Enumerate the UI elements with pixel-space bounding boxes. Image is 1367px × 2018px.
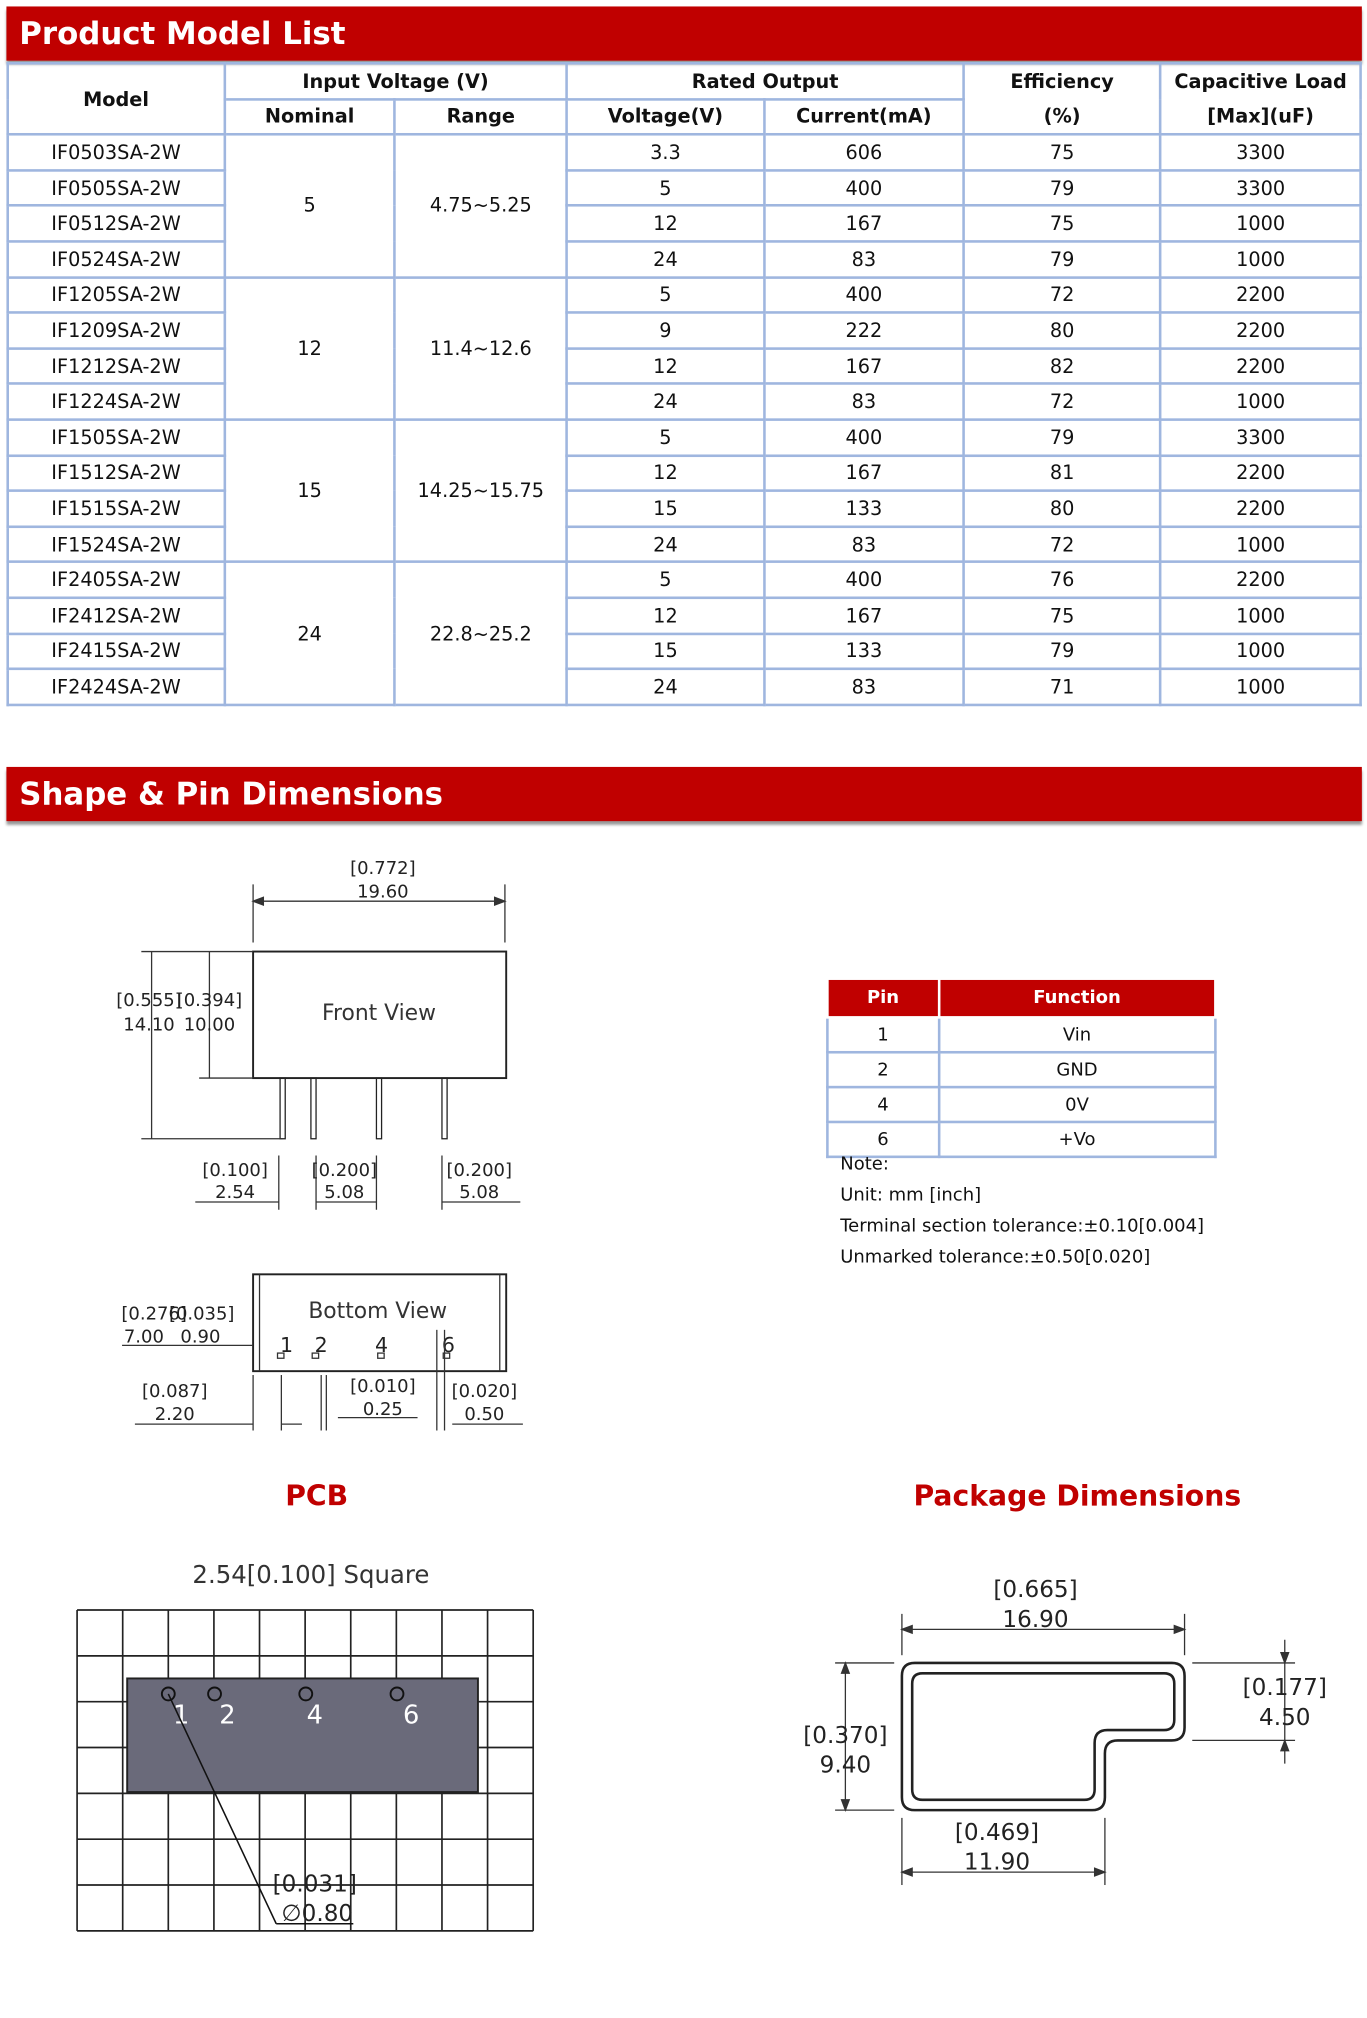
bottom-c-mm: 2.20 <box>154 1404 195 1426</box>
table-row <box>8 669 1361 705</box>
header-model: Model <box>8 63 225 134</box>
package-tab-mm: 4.50 <box>1259 1703 1311 1731</box>
note-unit: Unit: mm [inch] <box>840 1185 982 1206</box>
pcb-pin-2: 2 <box>219 1700 236 1731</box>
bottom-e-inch: [0.020] <box>451 1380 518 1402</box>
voltage-range-cell: 11.4~12.6 <box>395 277 567 420</box>
model-cell: IF2415SA-2W <box>8 633 225 669</box>
output-current-cell: 133 <box>764 491 963 527</box>
table-row <box>8 562 1361 598</box>
package-bottom-inch: [0.469] <box>954 1818 1040 1846</box>
efficiency-cell: 76 <box>964 562 1161 598</box>
efficiency-cell: 80 <box>964 313 1161 349</box>
package-title: Package Dimensions <box>913 1480 1242 1514</box>
model-cell: IF1515SA-2W <box>8 491 225 527</box>
efficiency-cell: 80 <box>964 491 1161 527</box>
pin-function-table <box>826 977 1217 1158</box>
pcb-pin-4: 4 <box>306 1700 323 1731</box>
bottom-pin-1: 1 <box>279 1332 294 1357</box>
header-cap-load: Capacitive Load <box>1161 63 1361 99</box>
table-row <box>8 598 1361 634</box>
header-rated-output: Rated Output <box>567 63 964 99</box>
pcb-pin-6: 6 <box>402 1700 420 1731</box>
table-row <box>8 135 1361 171</box>
pcb-drawing <box>71 1549 546 1943</box>
output-current-cell: 400 <box>764 562 963 598</box>
output-voltage-cell: 3.3 <box>567 135 764 171</box>
output-voltage-cell: 24 <box>567 526 764 562</box>
front-p1-inch: [0.100] <box>202 1160 268 1182</box>
pin-header: Pin <box>827 979 938 1018</box>
output-current-cell: 400 <box>764 420 963 456</box>
table-row <box>827 1052 1215 1087</box>
header-voltage: Voltage(V) <box>567 99 764 135</box>
model-cell: IF1224SA-2W <box>8 384 225 420</box>
output-voltage-cell: 12 <box>567 348 764 384</box>
output-current-cell: 167 <box>764 348 963 384</box>
output-current-cell: 133 <box>764 633 963 669</box>
model-cell: IF1524SA-2W <box>8 526 225 562</box>
capacitive-load-cell: 1000 <box>1161 669 1361 705</box>
table-row <box>8 526 1361 562</box>
pin-cell: 6 <box>827 1122 938 1157</box>
efficiency-cell: 79 <box>964 633 1161 669</box>
pcb-title: PCB <box>285 1480 349 1514</box>
model-cell: IF1212SA-2W <box>8 348 225 384</box>
pin-cell: 4 <box>827 1087 938 1122</box>
output-voltage-cell: 5 <box>567 170 764 206</box>
output-current-cell: 222 <box>764 313 963 349</box>
front-view-drawing <box>103 846 566 1220</box>
table-row <box>8 633 1361 669</box>
bottom-a-mm: 7.00 <box>123 1326 164 1348</box>
efficiency-cell: 79 <box>964 170 1161 206</box>
model-cell: IF2412SA-2W <box>8 598 225 634</box>
front-p2-inch: [0.200] <box>311 1160 378 1182</box>
section-title-product-list: Product Model List <box>6 6 1361 60</box>
bottom-pin-6: 6 <box>441 1332 455 1357</box>
front-p2-mm: 5.08 <box>324 1182 365 1204</box>
capacitive-load-cell: 2200 <box>1161 348 1361 384</box>
bottom-c-inch: [0.087] <box>141 1380 208 1402</box>
nominal-voltage-cell: 15 <box>224 420 395 563</box>
package-bottom-mm: 11.90 <box>963 1848 1031 1876</box>
pcb-grid-label: 2.54[0.100] Square <box>192 1559 430 1589</box>
function-cell: Vin <box>939 1017 1216 1052</box>
capacitive-load-cell: 2200 <box>1161 455 1361 491</box>
output-current-cell: 83 <box>764 526 963 562</box>
efficiency-cell: 72 <box>964 526 1161 562</box>
output-current-cell: 606 <box>764 135 963 171</box>
model-cell: IF0512SA-2W <box>8 206 225 242</box>
bottom-d-inch: [0.010] <box>350 1375 416 1397</box>
front-h1-inch: [0.555] <box>116 989 182 1011</box>
output-voltage-cell: 24 <box>567 241 764 277</box>
efficiency-cell: 81 <box>964 455 1161 491</box>
front-h1-mm: 14.10 <box>123 1014 175 1036</box>
capacitive-load-cell: 3300 <box>1161 135 1361 171</box>
capacitive-load-cell: 2200 <box>1161 277 1361 313</box>
table-row <box>8 277 1361 313</box>
efficiency-cell: 71 <box>964 669 1161 705</box>
efficiency-cell: 75 <box>964 135 1161 171</box>
capacitive-load-cell: 1000 <box>1161 633 1361 669</box>
capacitive-load-cell: 3300 <box>1161 420 1361 456</box>
table-row <box>8 241 1361 277</box>
nominal-voltage-cell: 12 <box>224 277 395 420</box>
nominal-voltage-cell: 5 <box>224 135 395 278</box>
output-voltage-cell: 12 <box>567 455 764 491</box>
voltage-range-cell: 4.75~5.25 <box>395 135 567 278</box>
bottom-b-mm: 0.90 <box>180 1326 221 1348</box>
function-cell: 0V <box>939 1087 1216 1122</box>
output-voltage-cell: 12 <box>567 206 764 242</box>
header-input-voltage: Input Voltage (V) <box>224 63 566 99</box>
capacitive-load-cell: 1000 <box>1161 206 1361 242</box>
pcb-hole-inch: [0.031] <box>272 1870 357 1898</box>
bottom-b-inch: [0.035] <box>168 1303 235 1325</box>
capacitive-load-cell: 1000 <box>1161 598 1361 634</box>
product-model-table <box>6 62 1361 706</box>
model-cell: IF0505SA-2W <box>8 170 225 206</box>
output-voltage-cell: 12 <box>567 598 764 634</box>
pin-cell: 2 <box>827 1052 938 1087</box>
model-cell: IF1209SA-2W <box>8 313 225 349</box>
output-voltage-cell: 24 <box>567 669 764 705</box>
table-row <box>8 206 1361 242</box>
front-p1-mm: 2.54 <box>215 1182 256 1204</box>
bottom-view-drawing <box>103 1259 566 1440</box>
table-row <box>827 1017 1215 1052</box>
output-voltage-cell: 15 <box>567 491 764 527</box>
table-row <box>8 420 1361 456</box>
function-cell: GND <box>939 1052 1216 1087</box>
bottom-a-inch: [0.276] <box>121 1303 187 1325</box>
output-voltage-cell: 5 <box>567 420 764 456</box>
table-row <box>8 455 1361 491</box>
efficiency-cell: 79 <box>964 241 1161 277</box>
capacitive-load-cell: 2200 <box>1161 562 1361 598</box>
function-header: Function <box>939 979 1216 1018</box>
output-current-cell: 167 <box>764 598 963 634</box>
table-row <box>827 1087 1215 1122</box>
output-voltage-cell: 9 <box>567 313 764 349</box>
function-cell: +Vo <box>939 1122 1216 1157</box>
output-current-cell: 400 <box>764 170 963 206</box>
note-terminal-tolerance: Terminal section tolerance:±0.10[0.004] <box>840 1216 1205 1237</box>
front-h2-mm: 10.00 <box>183 1014 236 1036</box>
voltage-range-cell: 22.8~25.2 <box>395 562 567 705</box>
model-cell: IF1512SA-2W <box>8 455 225 491</box>
output-voltage-cell: 5 <box>567 277 764 313</box>
bottom-view-title: Bottom View <box>308 1299 448 1325</box>
output-current-cell: 83 <box>764 669 963 705</box>
bottom-d-mm: 0.25 <box>362 1399 403 1421</box>
table-row <box>8 348 1361 384</box>
header-efficiency: Efficiency <box>964 63 1161 99</box>
table-row <box>8 491 1361 527</box>
package-width-inch: [0.665] <box>993 1576 1078 1604</box>
header-nominal: Nominal <box>224 99 395 135</box>
model-cell: IF0524SA-2W <box>8 241 225 277</box>
output-current-cell: 83 <box>764 241 963 277</box>
package-width-mm: 16.90 <box>1002 1605 1069 1633</box>
header-range: Range <box>395 99 567 135</box>
header-current: Current(mA) <box>764 99 963 135</box>
package-height-mm: 9.40 <box>819 1751 872 1779</box>
table-row <box>8 170 1361 206</box>
table-row <box>8 313 1361 349</box>
pcb-pin-1: 1 <box>172 1700 190 1731</box>
header-efficiency-unit: (%) <box>964 99 1161 135</box>
capacitive-load-cell: 1000 <box>1161 526 1361 562</box>
efficiency-cell: 79 <box>964 420 1161 456</box>
note-unmarked-tolerance: Unmarked tolerance:±0.50[0.020] <box>840 1247 1151 1268</box>
efficiency-cell: 75 <box>964 206 1161 242</box>
model-cell: IF1505SA-2W <box>8 420 225 456</box>
output-current-cell: 167 <box>764 455 963 491</box>
voltage-range-cell: 14.25~15.75 <box>395 420 567 563</box>
output-current-cell: 167 <box>764 206 963 242</box>
output-current-cell: 83 <box>764 384 963 420</box>
output-voltage-cell: 15 <box>567 633 764 669</box>
pcb-hole-mm: ∅0.80 <box>281 1900 354 1928</box>
efficiency-cell: 72 <box>964 277 1161 313</box>
table-row <box>8 384 1361 420</box>
capacitive-load-cell: 2200 <box>1161 491 1361 527</box>
efficiency-cell: 72 <box>964 384 1161 420</box>
bottom-e-mm: 0.50 <box>464 1404 505 1426</box>
section-title-shape-pin: Shape & Pin Dimensions <box>6 767 1361 821</box>
output-current-cell: 400 <box>764 277 963 313</box>
front-width-inch: [0.772] <box>350 858 416 880</box>
capacitive-load-cell: 1000 <box>1161 241 1361 277</box>
header-cap-load-unit: [Max](uF) <box>1161 99 1361 135</box>
output-voltage-cell: 5 <box>567 562 764 598</box>
front-p3-mm: 5.08 <box>459 1182 500 1204</box>
efficiency-cell: 75 <box>964 598 1161 634</box>
package-drawing <box>797 1562 1337 1911</box>
model-cell: IF2405SA-2W <box>8 562 225 598</box>
model-cell: IF0503SA-2W <box>8 135 225 171</box>
note-heading: Note: <box>840 1154 889 1175</box>
capacitive-load-cell: 2200 <box>1161 313 1361 349</box>
front-p3-inch: [0.200] <box>446 1160 512 1182</box>
package-height-inch: [0.370] <box>803 1721 888 1750</box>
pin-cell: 1 <box>827 1017 938 1052</box>
model-cell: IF1205SA-2W <box>8 277 225 313</box>
output-voltage-cell: 24 <box>567 384 764 420</box>
table-row <box>827 1122 1215 1157</box>
bottom-pin-4: 4 <box>375 1332 389 1357</box>
capacitive-load-cell: 3300 <box>1161 170 1361 206</box>
front-width-mm: 19.60 <box>357 881 409 903</box>
model-cell: IF2424SA-2W <box>8 669 225 705</box>
capacitive-load-cell: 1000 <box>1161 384 1361 420</box>
front-view-title: Front View <box>322 1000 436 1026</box>
bottom-pin-2: 2 <box>314 1332 328 1357</box>
package-tab-inch: [0.177] <box>1242 1674 1327 1702</box>
nominal-voltage-cell: 24 <box>224 562 395 705</box>
front-h2-inch: [0.394] <box>176 989 243 1011</box>
efficiency-cell: 82 <box>964 348 1161 384</box>
